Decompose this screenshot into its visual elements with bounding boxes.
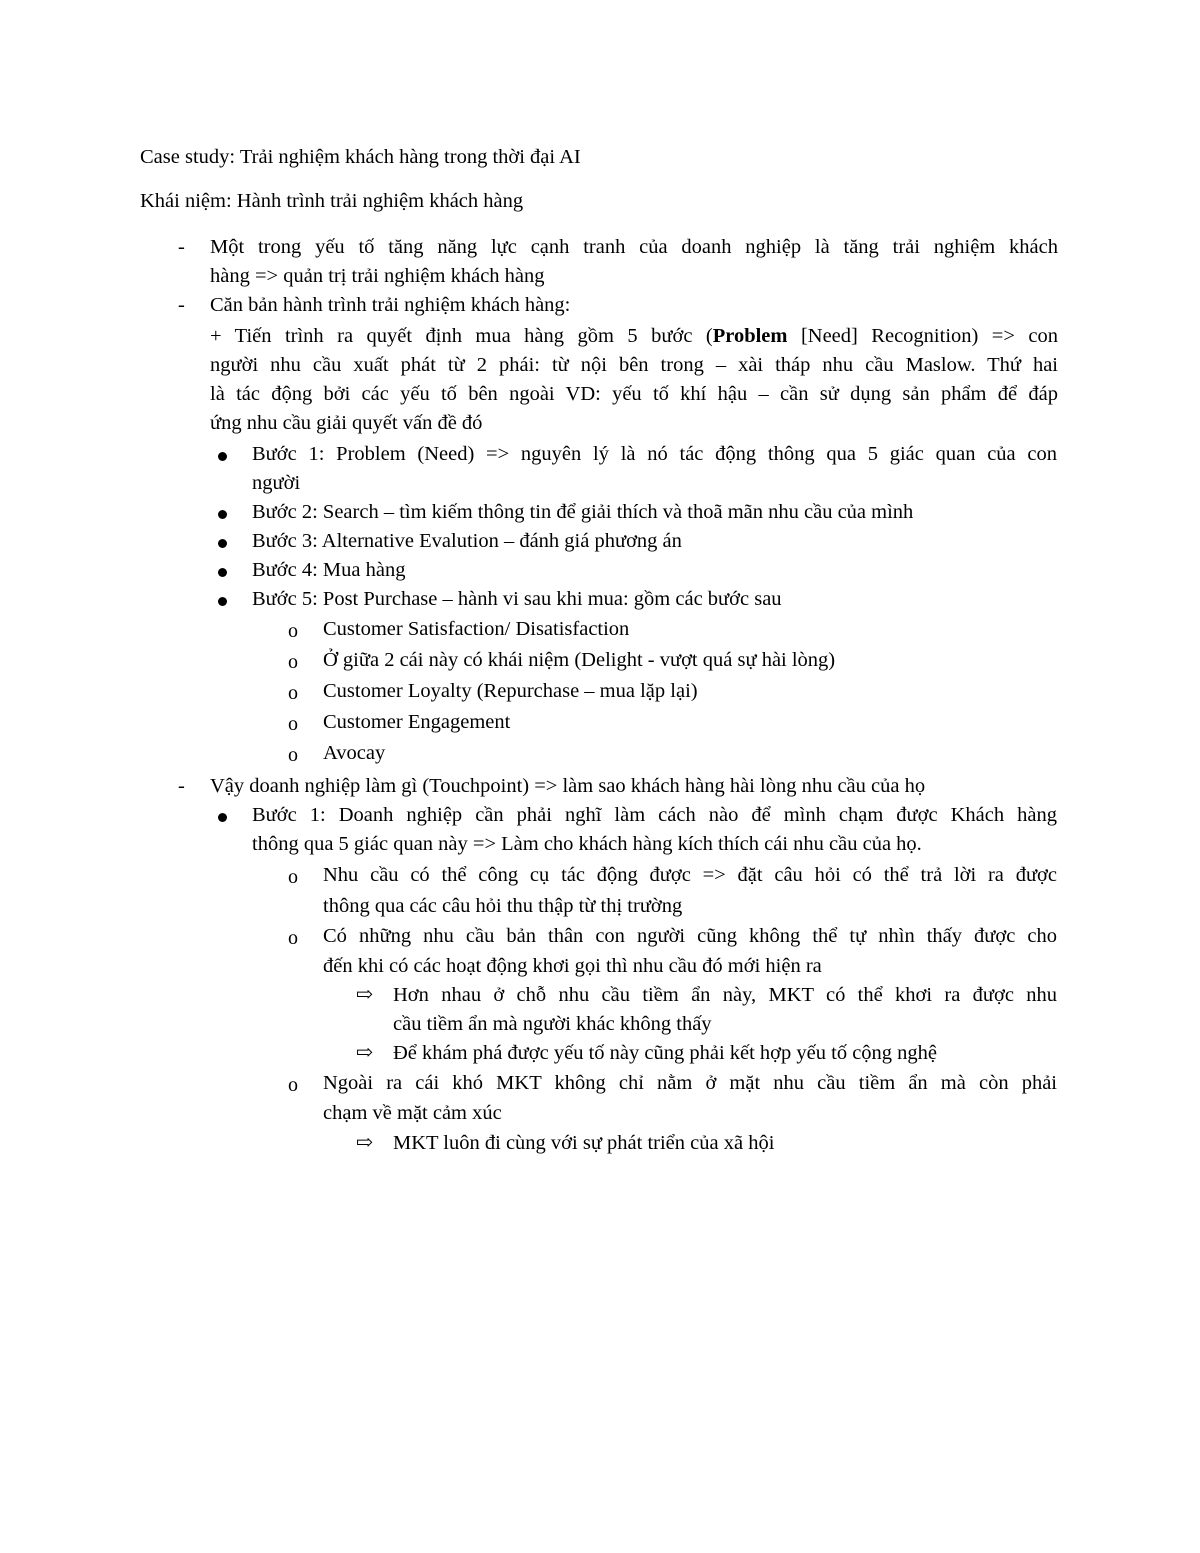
need-item-2-line-2: đến khi có các hoạt động khơi gọi thì nhu cầu đó mới hiện ra bbox=[323, 955, 822, 977]
need-item-1-line-1: Nhu cầu có thể công cụ tác động được => đặt câu hỏi có thể trả lời ra được bbox=[323, 864, 1057, 886]
arrow-right-icon: ⇨ bbox=[356, 984, 374, 1006]
dash-item-1-line-2: hàng => quản trị trải nghiệm khách hàng bbox=[210, 265, 545, 287]
dash-item-2-line-5: ứng nhu cầu giải quyết vấn đề đó bbox=[210, 412, 483, 434]
touchpoint-step-1-line-1: Bước 1: Doanh nghiệp cần phải nghĩ làm cách nào để mình chạm được Khách hàng bbox=[252, 804, 1057, 826]
step-2: Bước 2: Search – tìm kiếm thông tin để giải thích và thoã mãn nhu cầu của mình bbox=[252, 501, 914, 523]
insight-2: Để khám phá được yếu tố này cũng phải kết hợp yếu tố cộng nghệ bbox=[393, 1042, 938, 1064]
step-1-line-2: người bbox=[252, 472, 301, 494]
need-item-1-line-2: thông qua các câu hỏi thu thập từ thị trường bbox=[323, 895, 683, 917]
insight-1-line-1: Hơn nhau ở chỗ nhu cầu tiềm ẩn này, MKT có thể khơi ra được nhu bbox=[393, 984, 1057, 1006]
bullet-icon bbox=[218, 539, 227, 548]
bold-problem: Problem bbox=[712, 325, 788, 347]
step-3: Bước 3: Alternative Evalution – đánh giá phương án bbox=[252, 530, 682, 552]
dash-marker: - bbox=[178, 294, 185, 316]
dash-marker: - bbox=[178, 775, 185, 797]
step-4: Bước 4: Mua hàng bbox=[252, 559, 406, 581]
circle-bullet-icon: o bbox=[288, 866, 298, 888]
insight-3: MKT luôn đi cùng với sự phát triển của xã hội bbox=[393, 1132, 775, 1154]
dash-item-2-line-3: người nhu cầu xuất phát từ 2 phái: từ nội bên trong – xài tháp nhu cầu Maslow. Thứ hai bbox=[210, 354, 1058, 376]
circle-bullet-icon: o bbox=[288, 651, 298, 673]
sub-item-4: Customer Engagement bbox=[323, 711, 511, 733]
circle-bullet-icon: o bbox=[288, 927, 298, 949]
bullet-icon bbox=[218, 510, 227, 519]
document-title: Case study: Trải nghiệm khách hàng trong thời đại AI bbox=[140, 146, 581, 168]
step-1-line-1: Bước 1: Problem (Need) => nguyên lý là nó tác động thông qua 5 giác quan của con bbox=[252, 443, 1057, 465]
dash-marker: - bbox=[178, 236, 185, 258]
step-5: Bước 5: Post Purchase – hành vi sau khi mua: gồm các bước sau bbox=[252, 588, 782, 610]
need-item-3-line-2: chạm về mặt cảm xúc bbox=[323, 1102, 502, 1124]
insight-1-line-2: cầu tiềm ẩn mà người khác không thấy bbox=[393, 1013, 712, 1035]
sub-item-2: Ở giữa 2 cái này có khái niệm (Delight - vượt quá sự hài lòng) bbox=[323, 649, 836, 671]
bullet-icon bbox=[218, 597, 227, 606]
dash-item-1-line-1: Một trong yếu tố tăng năng lực cạnh tranh của doanh nghiệp là tăng trải nghiệm khách bbox=[210, 236, 1058, 258]
arrow-right-icon: ⇨ bbox=[356, 1132, 374, 1154]
sub-item-1: Customer Satisfaction/ Disatisfaction bbox=[323, 618, 630, 640]
bullet-icon bbox=[218, 452, 227, 461]
dash-item-2-line-1: Căn bản hành trình trải nghiệm khách hàng: bbox=[210, 294, 571, 316]
sub-item-3: Customer Loyalty (Repurchase – mua lặp lại) bbox=[323, 680, 698, 702]
touchpoint-step-1-line-2: thông qua 5 giác quan này => Làm cho khách hàng kích thích cái nhu cầu của họ. bbox=[252, 833, 922, 855]
sub-item-5: Avocay bbox=[323, 742, 386, 764]
need-item-3-line-1: Ngoài ra cái khó MKT không chỉ nằm ở mặt nhu cầu tiềm ẩn mà còn phải bbox=[323, 1072, 1057, 1094]
bullet-icon bbox=[218, 813, 227, 822]
circle-bullet-icon: o bbox=[288, 682, 298, 704]
bullet-icon bbox=[218, 568, 227, 577]
dash-item-3-line-1: Vậy doanh nghiệp làm gì (Touchpoint) => làm sao khách hàng hài lòng nhu cầu của họ bbox=[210, 775, 926, 797]
arrow-right-icon: ⇨ bbox=[356, 1042, 374, 1064]
need-item-2-line-1: Có những nhu cầu bản thân con người cũng không thể tự nhìn thấy được cho bbox=[323, 925, 1057, 947]
concept-heading: Khái niệm: Hành trình trải nghiệm khách hàng bbox=[140, 190, 524, 212]
circle-bullet-icon: o bbox=[288, 620, 298, 642]
dash-item-2-line-4: là tác động bởi các yếu tố bên ngoài VD: yếu tố khí hậu – cần sử dụng sản phẩm để đáp bbox=[210, 383, 1058, 405]
circle-bullet-icon: o bbox=[288, 713, 298, 735]
circle-bullet-icon: o bbox=[288, 744, 298, 766]
dash-item-2-line-2: + Tiến trình ra quyết định mua hàng gồm 5 bước (Problem [Need] Recognition) => con bbox=[210, 325, 1058, 347]
circle-bullet-icon: o bbox=[288, 1074, 298, 1096]
